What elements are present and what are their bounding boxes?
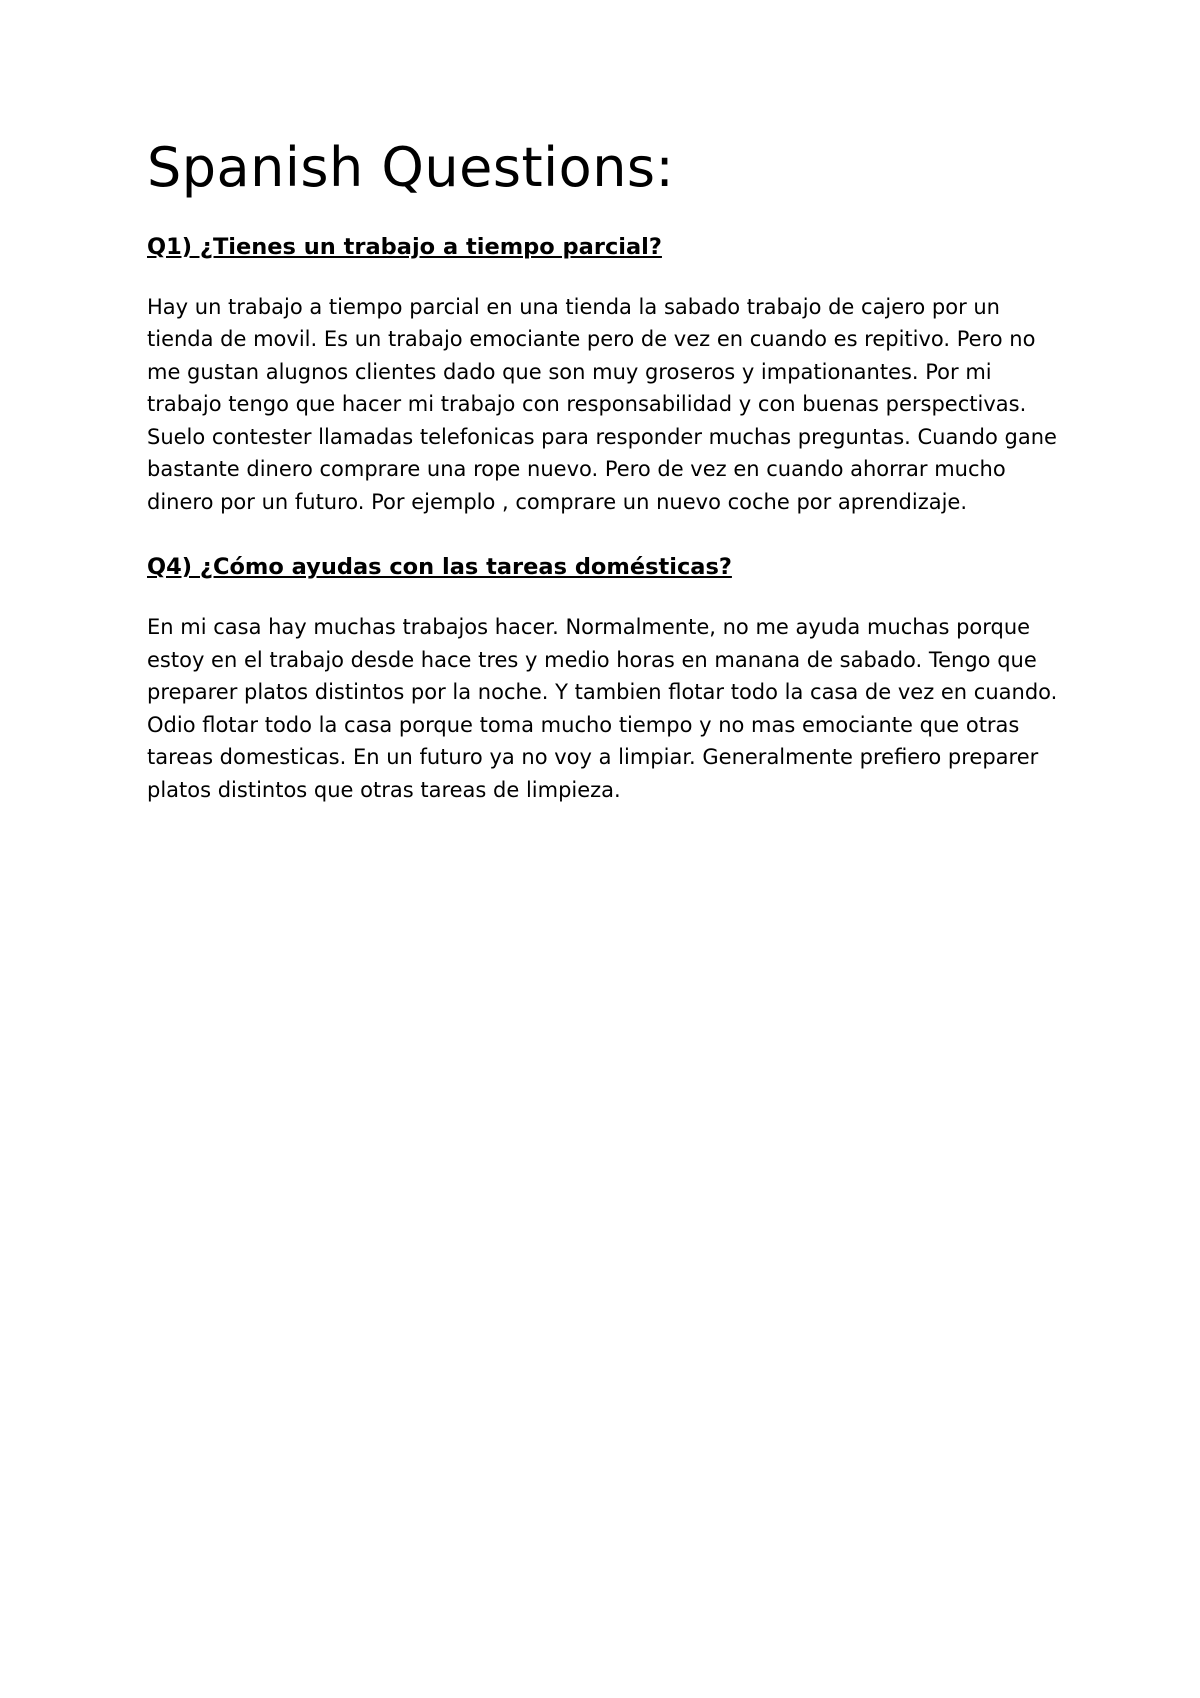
question-4-heading: Q4) ¿Cómo ayudas con las tareas domésticas? [147, 554, 732, 581]
question-4-answer: En mi casa hay muchas trabajos hacer. Normalmente, no me ayuda muchas porque estoy en el trabajo desde hace tres y medio horas en manana de sabado. Tengo que preparer platos distintos por la noche. Y tambien flotar todo la casa de vez en cuando. Odio flotar todo la casa porque toma mucho tiempo y no mas emociante que otras tareas domesticas. En un futuro ya no voy a limpiar. Generalmente prefiero preparer platos distintos que otras tareas de limpieza. [147, 615, 1058, 802]
question-1-heading: Q1) ¿Tienes un trabajo a tiempo parcial? [147, 233, 662, 260]
question-1-answer: Hay un trabajo a tiempo parcial en una tienda la sabado trabajo de cajero por un tienda de movil. Es un trabajo emociante pero de vez en cuando es repitivo. Pero no me gustan alugnos clientes dado que son muy groseros y impationantes. Por mi trabajo tengo que hacer mi trabajo con responsabilidad y con buenas perspectivas. Suelo contester llamadas telefonicas para responder muchas preguntas. Cuando gane bastante dinero comprare una rope nuevo. Pero de vez en cuando ahorrar mucho dinero por un futuro. Por ejemplo , comprare un nuevo coche por aprendizaje. [147, 294, 1057, 514]
document-title: Spanish Questions: [147, 136, 675, 199]
